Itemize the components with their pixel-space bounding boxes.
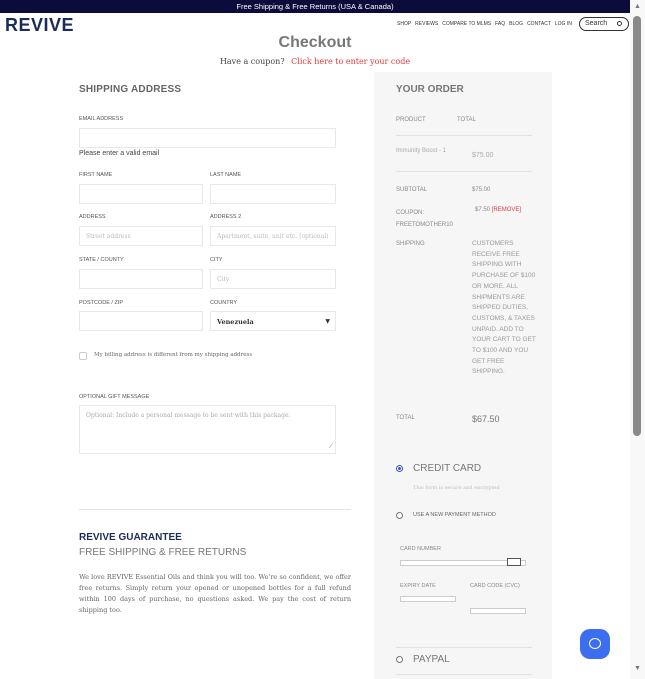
nav-shop[interactable]: SHOP (397, 21, 412, 27)
promo-banner: Free Shipping & Free Returns (USA & Canada) (0, 0, 630, 13)
col-total: TOTAL (457, 117, 476, 123)
search-placeholder: Search (585, 20, 608, 27)
guarantee-subtitle: FREE SHIPPING & FREE RETURNS (79, 547, 247, 558)
page-title: Checkout (278, 34, 352, 51)
nav-reviews[interactable]: REVIEWS (415, 21, 439, 27)
subtotal-label: SUBTOTAL (396, 187, 428, 193)
address2-field[interactable]: Apartment, suite, unit etc. (optional) (210, 226, 336, 246)
email-label: EMAIL ADDRESS (79, 116, 124, 122)
last-name-field[interactable] (210, 184, 336, 204)
first-name-label: FIRST NAME (79, 172, 113, 178)
zip-field[interactable] (79, 311, 203, 331)
expiry-field[interactable] (400, 596, 456, 602)
address-label: ADDRESS (79, 214, 106, 220)
item-name: Immunity Boost - 1 (396, 148, 447, 154)
credit-card-label: CREDIT CARD (413, 463, 482, 474)
section-divider (79, 509, 351, 510)
shipping-label: SHIPPING (396, 241, 425, 247)
order-summary-panel (374, 72, 552, 679)
city-field[interactable]: City (210, 269, 336, 289)
cvc-field[interactable] (470, 608, 526, 614)
total-value: $67.50 (472, 414, 500, 424)
gift-message-label: OPTIONAL GIFT MESSAGE (79, 394, 150, 400)
coupon-label: COUPON: FREETOMOTHER10 (396, 210, 453, 228)
address-field[interactable]: Street address (79, 226, 203, 246)
scroll-down-icon[interactable]: ▼ (634, 665, 641, 672)
your-order-heading: YOUR ORDER (396, 84, 464, 95)
nav-compare-to-mlms[interactable]: COMPARE TO MLMS (442, 21, 492, 27)
card-number-label: CARD NUMBER (400, 546, 441, 552)
guarantee-title: REVIVE GUARANTEE (79, 532, 182, 543)
coupon-link[interactable]: Click here to enter your code (291, 57, 411, 66)
state-field[interactable] (79, 269, 203, 289)
billing-different-checkbox[interactable] (79, 352, 87, 360)
zip-label: POSTCODE / ZIP (79, 300, 124, 306)
address2-label: ADDRESS 2 (210, 214, 242, 220)
gift-message-placeholder: Optional: Include a personal message to be sent with this package. (86, 412, 291, 419)
scroll-up-icon[interactable]: ▲ (634, 3, 641, 10)
shipping-note: CUSTOMERS RECEIVE FREE SHIPPING WITH PURCHASE OF $100 OR MORE. ALL SHIPMENTS ARE SHIPPED DUTIES, CUSTOMS, & TAXES UNPAID. ADD TO YOUR CART TO GET TO $100 AND YOU GET FREE SHIPPING. (472, 240, 536, 376)
credit-card-radio[interactable] (396, 465, 403, 472)
nav-contact[interactable]: CONTACT (527, 21, 551, 27)
new-payment-radio[interactable] (396, 512, 403, 519)
col-product: PRODUCT (396, 117, 426, 123)
gift-message-textarea[interactable] (79, 405, 336, 454)
remove-coupon-link[interactable]: [REMOVE] (491, 207, 522, 213)
secure-note: This form is secure and encrypted (413, 485, 500, 491)
first-name-field[interactable] (79, 184, 203, 204)
city-label: CITY (210, 257, 223, 263)
item-total: $75.00 (472, 152, 494, 159)
expiry-label: EXPIRY DATE (400, 583, 436, 589)
country-label: COUNTRY (210, 300, 238, 306)
email-field[interactable] (79, 128, 336, 148)
credit-card-icon (507, 558, 521, 566)
nav-blog[interactable]: BLOG (509, 21, 524, 27)
shipping-address-heading: SHIPPING ADDRESS (79, 84, 182, 95)
coupon-value (475, 207, 521, 213)
row-divider (396, 647, 532, 648)
total-label: TOTAL (396, 415, 415, 421)
country-value: Venezuela (217, 318, 254, 326)
row-divider (396, 135, 532, 136)
chat-widget-button[interactable] (580, 629, 610, 659)
coupon-prompt-text: Have a coupon? (219, 57, 285, 66)
paypal-label: PAYPAL (413, 654, 450, 665)
nav-faq[interactable]: FAQ (495, 21, 506, 27)
cvc-label: CARD CODE (CVC) (470, 583, 520, 589)
row-divider (396, 171, 532, 172)
country-select[interactable] (210, 311, 336, 331)
subtotal-value: $75.00 (472, 187, 491, 193)
state-label: STATE / COUNTY (79, 257, 124, 263)
billing-different-label: My billing address is different from my shipping address (94, 352, 253, 358)
new-payment-label: USE A NEW PAYMENT METHOD (413, 512, 496, 518)
search-icon[interactable] (617, 21, 622, 26)
email-error: Please enter a valid email (79, 150, 160, 157)
nav-log-in[interactable]: LOG IN (554, 21, 572, 27)
main-nav (397, 21, 572, 27)
row-divider (396, 674, 532, 675)
coupon-amount: $7.50 (475, 207, 491, 213)
last-name-label: LAST NAME (210, 172, 242, 178)
scrollbar-thumb[interactable] (633, 16, 641, 436)
revive-logo[interactable]: REVIVE (5, 15, 75, 35)
page-scrollbar[interactable] (630, 0, 645, 679)
paypal-radio[interactable] (396, 656, 403, 663)
search-input[interactable] (579, 17, 629, 31)
coupon-prompt (0, 57, 630, 66)
chevron-down-icon: ▼ (325, 318, 330, 325)
guarantee-text: We love REVIVE Essential Oils and think you will too. We're so confident, we offer free returns. Simply return your opened or unopened bottles for a full refund within 100 days of purchase, no questions asked. We pay the cost of return shipping too. (79, 573, 351, 614)
resize-handle-icon[interactable]: ⟋ (328, 443, 333, 450)
